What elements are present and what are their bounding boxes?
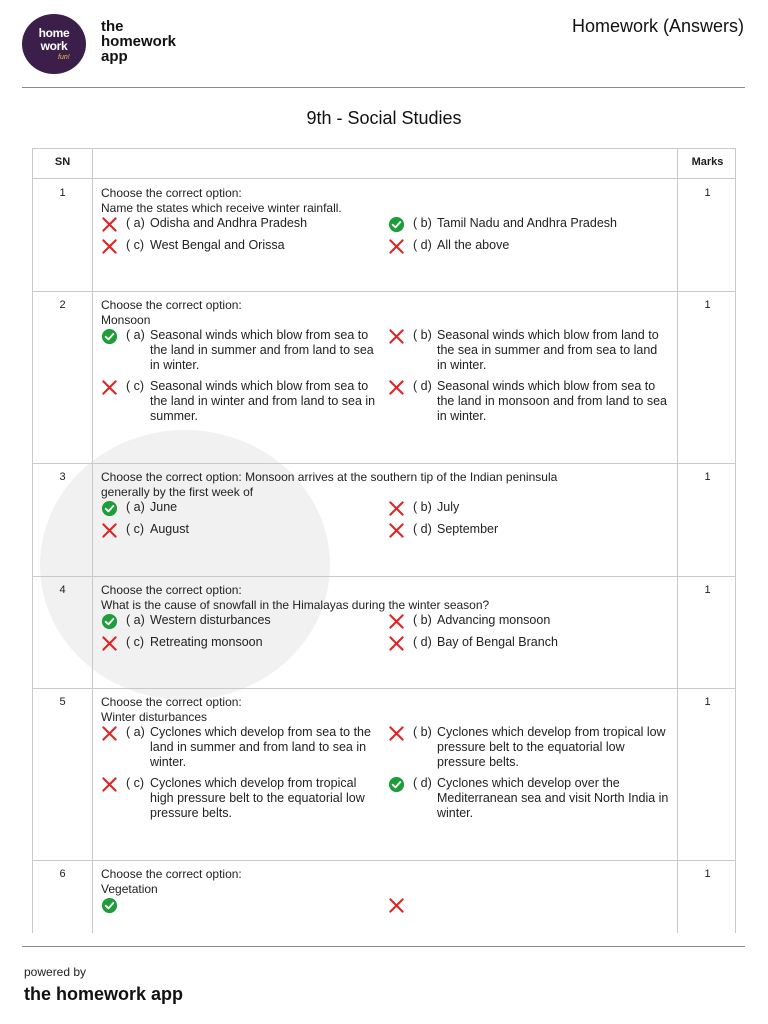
cross-icon bbox=[101, 725, 118, 742]
question-row bbox=[33, 688, 736, 860]
question-marks: 1 bbox=[704, 584, 711, 596]
option-text: Bay of Bengal Branch bbox=[437, 635, 558, 649]
option-text: Seasonal winds which blow from sea to the land in summer and from land to sea in winter. bbox=[150, 328, 374, 372]
question-prompt: Choose the correct option: bbox=[101, 695, 242, 709]
option-label: ( c) bbox=[126, 379, 145, 393]
question-text bbox=[101, 298, 661, 327]
footer-brand: the homework app bbox=[24, 984, 184, 1004]
brand-line-1: the bbox=[101, 18, 124, 35]
cross-icon bbox=[101, 635, 118, 652]
option-label: ( c) bbox=[126, 776, 145, 790]
page-title: 9th - Social Studies bbox=[306, 108, 462, 128]
question-marks: 1 bbox=[704, 696, 711, 708]
option-label: ( b) bbox=[413, 328, 432, 342]
question-row bbox=[33, 463, 736, 576]
cross-icon bbox=[388, 500, 405, 517]
question-row bbox=[33, 576, 736, 688]
option-text: Seasonal winds which blow from sea to the land in monsoon and from land to sea in winter. bbox=[437, 379, 668, 423]
option-label: ( d) bbox=[413, 379, 432, 393]
cross-icon bbox=[388, 613, 405, 630]
question-body: What is the cause of snowfall in the Himalayas during the winter season? bbox=[101, 597, 490, 612]
option-label: ( b) bbox=[413, 613, 432, 627]
footer-divider bbox=[22, 946, 745, 947]
question-row bbox=[33, 291, 736, 463]
cross-icon bbox=[388, 238, 405, 255]
question-prompt: Choose the correct option: bbox=[101, 867, 242, 881]
option-text: Seasonal winds which blow from sea to the land in winter and from land to sea in summer. bbox=[150, 379, 376, 423]
cross-icon bbox=[388, 725, 405, 742]
cross-icon bbox=[388, 328, 405, 345]
check-circle-icon bbox=[101, 897, 118, 914]
option-label: ( d) bbox=[413, 238, 432, 252]
brand-line-3: app bbox=[101, 48, 128, 65]
question-text bbox=[101, 583, 661, 612]
question-body: Monsoon bbox=[101, 312, 151, 327]
check-circle-icon bbox=[388, 216, 405, 233]
cross-icon bbox=[388, 522, 405, 539]
answers-table bbox=[32, 148, 736, 933]
question-body: Vegetation bbox=[101, 881, 158, 896]
question-text bbox=[101, 470, 661, 499]
check-circle-icon bbox=[101, 500, 118, 517]
option-text: Cyclones which develop over the Mediterranean sea and visit North India in winter. bbox=[437, 776, 669, 820]
logo-text-fun: fun! bbox=[58, 54, 70, 61]
question-body: generally by the first week of bbox=[101, 484, 254, 499]
option-text: July bbox=[437, 500, 460, 514]
cross-icon bbox=[101, 216, 118, 233]
option-text: June bbox=[150, 500, 178, 514]
question-number: 5 bbox=[59, 696, 66, 708]
cross-icon bbox=[101, 379, 118, 396]
brand-line-2: homework bbox=[101, 33, 177, 50]
option-text: All the above bbox=[437, 238, 510, 252]
header-marks: Marks bbox=[691, 156, 724, 168]
cross-icon bbox=[388, 635, 405, 652]
option-label: ( c) bbox=[126, 635, 145, 649]
question-text bbox=[101, 867, 661, 896]
option-label: ( d) bbox=[413, 635, 432, 649]
option-label: ( a) bbox=[126, 216, 145, 230]
option-text: Western disturbances bbox=[150, 613, 271, 627]
question-text bbox=[101, 186, 661, 215]
question-body: Winter disturbances bbox=[101, 709, 208, 724]
homework-app-logo bbox=[22, 14, 86, 74]
check-circle-icon bbox=[388, 776, 405, 793]
option-label: ( d) bbox=[413, 522, 432, 536]
check-circle-icon bbox=[101, 328, 118, 345]
question-prompt: Choose the correct option: bbox=[101, 583, 242, 597]
question-marks: 1 bbox=[704, 299, 711, 311]
question-number: 4 bbox=[59, 584, 66, 596]
page-header bbox=[0, 0, 768, 88]
question-number: 2 bbox=[59, 299, 66, 311]
powered-by-label: powered by bbox=[24, 965, 87, 979]
option-text: Advancing monsoon bbox=[437, 613, 551, 627]
option-text: Odisha and Andhra Pradesh bbox=[150, 216, 308, 230]
question-row bbox=[33, 860, 736, 933]
cross-icon bbox=[101, 776, 118, 793]
option-label: ( b) bbox=[413, 500, 432, 514]
option-text: August bbox=[150, 522, 189, 536]
option-text: Cyclones which develop from tropical low pressure belt to the equatorial low pressure belts. bbox=[437, 725, 666, 769]
option-text: Tamil Nadu and Andhra Pradesh bbox=[437, 216, 617, 230]
option-text: Retreating monsoon bbox=[150, 635, 263, 649]
header-divider bbox=[22, 87, 745, 88]
option-label: ( c) bbox=[126, 522, 145, 536]
option-label: ( a) bbox=[126, 328, 145, 342]
option-label: ( a) bbox=[126, 725, 145, 739]
question-row bbox=[33, 179, 736, 291]
header-sn: SN bbox=[54, 156, 71, 168]
check-circle-icon bbox=[101, 613, 118, 630]
cross-icon bbox=[388, 897, 405, 914]
option-text: September bbox=[437, 522, 499, 536]
option-text: Cyclones which develop from tropical high pressure belt to the equatorial low pressure belts. bbox=[150, 776, 365, 820]
question-body: Name the states which receive winter rainfall. bbox=[101, 200, 342, 215]
option-text: Cyclones which develop from sea to the land in summer and from land to sea in winter. bbox=[150, 725, 371, 769]
question-marks: 1 bbox=[704, 187, 711, 199]
question-prompt: Choose the correct option: Monsoon arrives at the southern tip of the Indian peninsula bbox=[101, 470, 558, 484]
option-label: ( a) bbox=[126, 500, 145, 514]
logo-text-work: work bbox=[40, 39, 68, 53]
option-label: ( d) bbox=[413, 776, 432, 790]
question-text bbox=[101, 695, 661, 724]
cross-icon bbox=[388, 379, 405, 396]
question-number: 6 bbox=[59, 868, 66, 880]
option-text: Seasonal winds which blow from land to the sea in summer and from sea to land in winter. bbox=[437, 328, 659, 372]
question-prompt: Choose the correct option: bbox=[101, 298, 242, 312]
question-marks: 1 bbox=[704, 868, 711, 880]
option-label: ( b) bbox=[413, 725, 432, 739]
option-label: ( a) bbox=[126, 613, 145, 627]
option-label: ( b) bbox=[413, 216, 432, 230]
option-text: West Bengal and Orissa bbox=[150, 238, 285, 252]
question-marks: 1 bbox=[704, 471, 711, 483]
cross-icon bbox=[101, 238, 118, 255]
document-type: Homework (Answers) bbox=[571, 16, 744, 36]
cross-icon bbox=[101, 522, 118, 539]
brand-name bbox=[101, 19, 176, 64]
logo-text-home: home bbox=[38, 26, 70, 40]
question-prompt: Choose the correct option: bbox=[101, 186, 242, 200]
option-label: ( c) bbox=[126, 238, 145, 252]
question-number: 1 bbox=[59, 187, 66, 199]
question-number: 3 bbox=[59, 471, 66, 483]
